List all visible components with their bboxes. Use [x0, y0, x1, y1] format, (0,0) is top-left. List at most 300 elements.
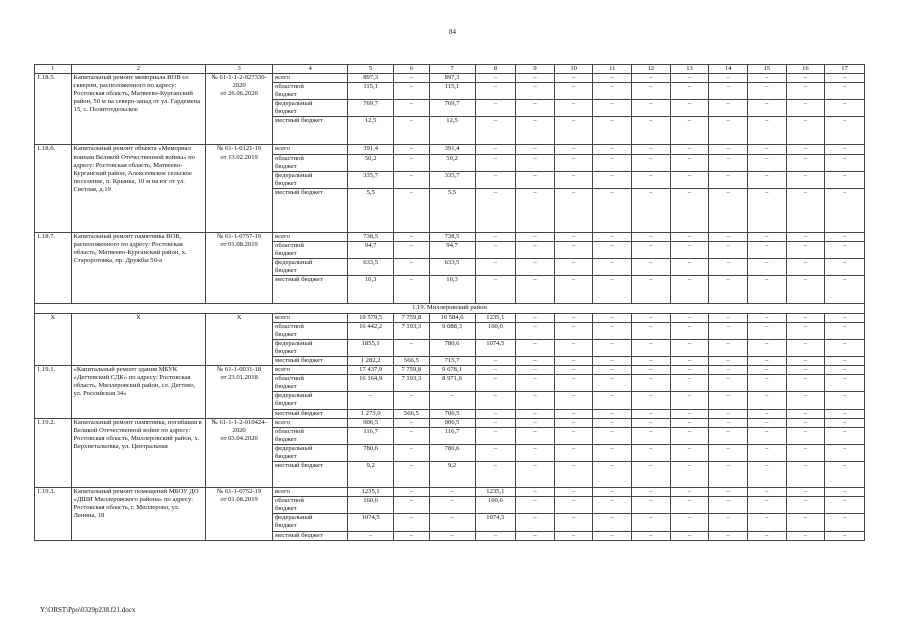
- column-number: 4: [273, 65, 348, 74]
- amount-cell: –: [475, 100, 516, 117]
- amount-cell: –: [825, 117, 865, 145]
- amount-cell: –: [786, 392, 825, 409]
- amount-cell: 50,2: [348, 154, 394, 171]
- amount-cell: –: [786, 488, 825, 497]
- amount-cell: –: [670, 462, 709, 488]
- amount-cell: –: [593, 117, 632, 145]
- amount-cell: –: [394, 259, 429, 276]
- amount-cell: –: [670, 392, 709, 409]
- amount-cell: –: [670, 188, 709, 232]
- amount-cell: –: [475, 259, 516, 276]
- amount-cell: –: [709, 276, 748, 304]
- amount-cell: –: [709, 232, 748, 241]
- amount-cell: –: [632, 313, 671, 322]
- amount-cell: –: [825, 242, 865, 259]
- budget-source-label: всего: [273, 488, 348, 497]
- amount-cell: 12,5: [429, 117, 475, 145]
- amount-cell: –: [554, 188, 593, 232]
- amount-cell: 19 579,5: [348, 313, 394, 322]
- amount-cell: –: [348, 392, 394, 409]
- amount-cell: –: [709, 366, 748, 375]
- amount-cell: –: [554, 171, 593, 188]
- amount-cell: –: [554, 488, 593, 497]
- amount-cell: –: [670, 232, 709, 241]
- amount-cell: –: [670, 145, 709, 154]
- amount-cell: –: [475, 171, 516, 188]
- amount-cell: –: [516, 188, 555, 232]
- amount-cell: –: [786, 322, 825, 339]
- column-number: 7: [429, 65, 475, 74]
- amount-cell: –: [786, 366, 825, 375]
- amount-cell: –: [709, 242, 748, 259]
- amount-cell: –: [554, 276, 593, 304]
- amount-cell: –: [593, 444, 632, 461]
- amount-cell: –: [825, 366, 865, 375]
- amount-cell: –: [825, 462, 865, 488]
- amount-cell: 1 282,2: [348, 356, 394, 365]
- amount-cell: –: [475, 444, 516, 461]
- amount-cell: –: [747, 242, 786, 259]
- amount-cell: –: [554, 366, 593, 375]
- amount-cell: –: [516, 259, 555, 276]
- expertise-document: № 61-1-0121-19 от 13.02.2019: [206, 145, 273, 232]
- amount-cell: 9,2: [348, 462, 394, 488]
- amount-cell: 160,6: [475, 322, 516, 339]
- amount-cell: –: [825, 83, 865, 100]
- amount-cell: –: [475, 418, 516, 427]
- amount-cell: –: [516, 497, 555, 514]
- amount-cell: 9,2: [429, 462, 475, 488]
- amount-cell: 391,4: [348, 145, 394, 154]
- amount-cell: –: [747, 418, 786, 427]
- amount-cell: –: [554, 444, 593, 461]
- amount-cell: –: [394, 339, 429, 356]
- amount-cell: –: [593, 497, 632, 514]
- amount-cell: 9 678,1: [429, 366, 475, 375]
- amount-cell: –: [747, 145, 786, 154]
- amount-cell: –: [593, 188, 632, 232]
- column-number: 17: [825, 65, 865, 74]
- amount-cell: –: [554, 242, 593, 259]
- amount-cell: –: [554, 427, 593, 444]
- column-number: 6: [394, 65, 429, 74]
- amount-cell: –: [709, 514, 748, 531]
- budget-source-label: областной бюджет: [273, 427, 348, 444]
- amount-cell: –: [709, 418, 748, 427]
- amount-cell: –: [394, 145, 429, 154]
- amount-cell: –: [709, 154, 748, 171]
- amount-cell: 335,7: [429, 171, 475, 188]
- amount-cell: 8 971,6: [429, 375, 475, 392]
- amount-cell: 1074,5: [475, 339, 516, 356]
- object-name: Капитальный ремонт мемориала ВОВ со сквером, расположенного по адресу: Ростовская область, Матвеево-Курганский район, 50 м на северо-запад от ул. Гардемена 15, с. Политотдельское: [71, 74, 206, 145]
- column-number: 8: [475, 65, 516, 74]
- amount-cell: –: [394, 100, 429, 117]
- column-number: 14: [709, 65, 748, 74]
- item-number: 1.18.6.: [35, 145, 72, 232]
- amount-cell: –: [670, 531, 709, 540]
- amount-cell: 706,5: [429, 409, 475, 418]
- amount-cell: –: [786, 418, 825, 427]
- amount-cell: –: [632, 83, 671, 100]
- amount-cell: –: [709, 313, 748, 322]
- amount-cell: –: [516, 356, 555, 365]
- amount-cell: 780,6: [348, 444, 394, 461]
- amount-cell: –: [593, 242, 632, 259]
- amount-cell: –: [593, 154, 632, 171]
- column-number: 15: [747, 65, 786, 74]
- amount-cell: –: [786, 232, 825, 241]
- amount-cell: –: [475, 145, 516, 154]
- amount-cell: –: [786, 375, 825, 392]
- expertise-document: № 61-1-0031-18 от 23.01.2018: [206, 366, 273, 419]
- amount-cell: –: [632, 375, 671, 392]
- amount-cell: –: [593, 356, 632, 365]
- amount-cell: 16 164,9: [348, 375, 394, 392]
- column-number: 5: [348, 65, 394, 74]
- amount-cell: 7 759,8: [394, 366, 429, 375]
- amount-cell: –: [394, 74, 429, 83]
- amount-cell: 906,5: [429, 418, 475, 427]
- amount-cell: –: [593, 375, 632, 392]
- amount-cell: 566,5: [394, 356, 429, 365]
- amount-cell: –: [593, 418, 632, 427]
- summary-x-doc: Х: [206, 313, 273, 366]
- amount-cell: –: [632, 462, 671, 488]
- amount-cell: –: [825, 322, 865, 339]
- amount-cell: –: [709, 444, 748, 461]
- amount-cell: –: [825, 154, 865, 171]
- column-number: 10: [554, 65, 593, 74]
- amount-cell: –: [593, 366, 632, 375]
- amount-cell: –: [394, 462, 429, 488]
- amount-cell: –: [516, 171, 555, 188]
- amount-cell: –: [632, 322, 671, 339]
- amount-cell: –: [632, 444, 671, 461]
- amount-cell: –: [670, 418, 709, 427]
- budget-source-label: областной бюджет: [273, 242, 348, 259]
- amount-cell: –: [475, 366, 516, 375]
- amount-cell: –: [786, 83, 825, 100]
- amount-cell: –: [786, 259, 825, 276]
- amount-cell: –: [786, 497, 825, 514]
- amount-cell: –: [475, 356, 516, 365]
- amount-cell: –: [670, 100, 709, 117]
- expertise-document: № 61-1-1-2-027330-2020 от 26.06.2020: [206, 74, 273, 145]
- amount-cell: –: [632, 339, 671, 356]
- amount-cell: 10,3: [429, 276, 475, 304]
- amount-cell: –: [554, 375, 593, 392]
- amount-cell: –: [709, 339, 748, 356]
- amount-cell: –: [554, 514, 593, 531]
- amount-cell: –: [709, 488, 748, 497]
- expertise-document: № 61-1-1-2-010424-2020 от 03.04.2020: [206, 418, 273, 487]
- amount-cell: 1 273,0: [348, 409, 394, 418]
- amount-cell: –: [632, 427, 671, 444]
- amount-cell: 780,6: [429, 339, 475, 356]
- amount-cell: –: [593, 276, 632, 304]
- amount-cell: –: [554, 339, 593, 356]
- object-name: Капитальный ремонт объекта «Мемориал воинам Великой Отечественной войны» по адресу: Ростовская область, Матвеево-Курганский район, Алексеевское сельское поселение, п. Крынка, 10 м на юг от ул. Светлая, д.19: [71, 145, 206, 232]
- amount-cell: –: [632, 409, 671, 418]
- item-number: 1.18.5.: [35, 74, 72, 145]
- amount-cell: –: [593, 488, 632, 497]
- amount-cell: –: [632, 366, 671, 375]
- column-number: 11: [593, 65, 632, 74]
- budget-source-label: областной бюджет: [273, 154, 348, 171]
- budget-source-label: федеральный бюджет: [273, 339, 348, 356]
- amount-cell: –: [475, 74, 516, 83]
- amount-cell: –: [747, 514, 786, 531]
- amount-cell: –: [825, 188, 865, 232]
- amount-cell: –: [670, 356, 709, 365]
- amount-cell: –: [516, 232, 555, 241]
- amount-cell: –: [786, 276, 825, 304]
- amount-cell: 780,6: [429, 444, 475, 461]
- budget-source-label: местный бюджет: [273, 356, 348, 365]
- amount-cell: –: [747, 392, 786, 409]
- object-name: «Капитальный ремонт здания МБУК «Дегтевский СДК» по адресу: Ростовская область, Миллеровский район, сл. Дегтево, ул. Российская 34»: [71, 366, 206, 419]
- amount-cell: –: [825, 488, 865, 497]
- amount-cell: –: [593, 514, 632, 531]
- amount-cell: –: [475, 375, 516, 392]
- amount-cell: –: [475, 154, 516, 171]
- amount-cell: –: [709, 497, 748, 514]
- amount-cell: –: [516, 488, 555, 497]
- amount-cell: –: [429, 531, 475, 540]
- amount-cell: –: [516, 74, 555, 83]
- amount-cell: 50,2: [429, 154, 475, 171]
- amount-cell: –: [825, 339, 865, 356]
- amount-cell: –: [747, 276, 786, 304]
- budget-source-label: областной бюджет: [273, 322, 348, 339]
- amount-cell: 391,4: [429, 145, 475, 154]
- amount-cell: –: [747, 188, 786, 232]
- budget-source-label: местный бюджет: [273, 188, 348, 232]
- amount-cell: 769,7: [429, 100, 475, 117]
- amount-cell: –: [394, 427, 429, 444]
- amount-cell: –: [670, 375, 709, 392]
- amount-cell: 566,5: [394, 409, 429, 418]
- amount-cell: 1855,1: [348, 339, 394, 356]
- amount-cell: –: [394, 497, 429, 514]
- amount-cell: –: [670, 154, 709, 171]
- summary-row: [35, 313, 865, 322]
- amount-cell: –: [786, 313, 825, 322]
- amount-cell: 906,5: [348, 418, 394, 427]
- amount-cell: –: [747, 462, 786, 488]
- summary-x-num: Х: [35, 313, 72, 366]
- amount-cell: –: [670, 276, 709, 304]
- amount-cell: –: [670, 427, 709, 444]
- amount-cell: –: [825, 514, 865, 531]
- amount-cell: 10 584,6: [429, 313, 475, 322]
- amount-cell: –: [786, 188, 825, 232]
- amount-cell: –: [747, 427, 786, 444]
- amount-cell: –: [825, 145, 865, 154]
- amount-cell: 769,7: [348, 100, 394, 117]
- table-row: [35, 418, 865, 427]
- amount-cell: –: [593, 531, 632, 540]
- page-number: 84: [449, 28, 456, 36]
- column-number: 1: [35, 65, 72, 74]
- budget-source-label: местный бюджет: [273, 531, 348, 540]
- summary-x-name: Х: [71, 313, 206, 366]
- budget-source-label: федеральный бюджет: [273, 444, 348, 461]
- amount-cell: –: [825, 531, 865, 540]
- amount-cell: –: [786, 444, 825, 461]
- amount-cell: –: [786, 154, 825, 171]
- amount-cell: –: [475, 242, 516, 259]
- amount-cell: –: [709, 356, 748, 365]
- amount-cell: 633,5: [348, 259, 394, 276]
- amount-cell: –: [554, 154, 593, 171]
- amount-cell: –: [593, 409, 632, 418]
- amount-cell: –: [709, 74, 748, 83]
- amount-cell: 115,1: [348, 83, 394, 100]
- budget-source-label: областной бюджет: [273, 497, 348, 514]
- amount-cell: –: [554, 497, 593, 514]
- amount-cell: –: [786, 356, 825, 365]
- amount-cell: –: [632, 497, 671, 514]
- budget-source-label: всего: [273, 418, 348, 427]
- amount-cell: –: [825, 259, 865, 276]
- amount-cell: –: [516, 322, 555, 339]
- amount-cell: –: [825, 418, 865, 427]
- amount-cell: –: [394, 117, 429, 145]
- amount-cell: –: [475, 232, 516, 241]
- amount-cell: –: [709, 427, 748, 444]
- amount-cell: –: [632, 392, 671, 409]
- column-number: 12: [632, 65, 671, 74]
- amount-cell: –: [394, 514, 429, 531]
- column-number-row: [35, 65, 865, 74]
- amount-cell: –: [632, 117, 671, 145]
- amount-cell: –: [593, 427, 632, 444]
- amount-cell: –: [825, 74, 865, 83]
- amount-cell: –: [709, 375, 748, 392]
- amount-cell: 897,3: [348, 74, 394, 83]
- amount-cell: –: [825, 444, 865, 461]
- amount-cell: 7 193,3: [394, 322, 429, 339]
- column-number: 13: [670, 65, 709, 74]
- amount-cell: –: [394, 188, 429, 232]
- amount-cell: –: [516, 100, 555, 117]
- budget-source-label: федеральный бюджет: [273, 514, 348, 531]
- amount-cell: –: [632, 100, 671, 117]
- amount-cell: –: [593, 339, 632, 356]
- budget-source-label: местный бюджет: [273, 462, 348, 488]
- amount-cell: –: [632, 514, 671, 531]
- amount-cell: –: [670, 259, 709, 276]
- amount-cell: –: [825, 375, 865, 392]
- amount-cell: –: [670, 366, 709, 375]
- amount-cell: –: [709, 100, 748, 117]
- amount-cell: –: [747, 356, 786, 365]
- amount-cell: –: [670, 74, 709, 83]
- amount-cell: –: [394, 276, 429, 304]
- expertise-document: № 61-1-0757-19 от 01.08.2019: [206, 232, 273, 303]
- column-number: 2: [71, 65, 206, 74]
- amount-cell: 94,7: [429, 242, 475, 259]
- amount-cell: –: [516, 427, 555, 444]
- amount-cell: 738,5: [348, 232, 394, 241]
- amount-cell: –: [786, 531, 825, 540]
- amount-cell: –: [670, 242, 709, 259]
- amount-cell: –: [670, 313, 709, 322]
- amount-cell: –: [554, 100, 593, 117]
- amount-cell: –: [632, 188, 671, 232]
- amount-cell: –: [747, 154, 786, 171]
- amount-cell: 160,6: [475, 497, 516, 514]
- amount-cell: 10,3: [348, 276, 394, 304]
- budget-source-label: федеральный бюджет: [273, 259, 348, 276]
- object-name: Капитальный ремонт помещений МБОУ ДО «ДШИ Миллеровского района» по адресу: Ростовская область, г. Миллерово, ул. Ленина, 18: [71, 488, 206, 541]
- amount-cell: –: [554, 74, 593, 83]
- amount-cell: –: [516, 444, 555, 461]
- amount-cell: –: [475, 462, 516, 488]
- amount-cell: –: [475, 276, 516, 304]
- amount-cell: –: [632, 74, 671, 83]
- amount-cell: –: [554, 356, 593, 365]
- budget-table: [34, 64, 865, 541]
- amount-cell: 5,5: [348, 188, 394, 232]
- amount-cell: –: [632, 145, 671, 154]
- amount-cell: –: [554, 531, 593, 540]
- amount-cell: –: [593, 74, 632, 83]
- amount-cell: –: [709, 259, 748, 276]
- table-row: [35, 232, 865, 241]
- amount-cell: 115,1: [429, 83, 475, 100]
- column-number: 16: [786, 65, 825, 74]
- amount-cell: –: [516, 409, 555, 418]
- amount-cell: –: [747, 74, 786, 83]
- amount-cell: –: [747, 444, 786, 461]
- amount-cell: –: [786, 100, 825, 117]
- amount-cell: –: [516, 339, 555, 356]
- budget-source-label: всего: [273, 232, 348, 241]
- amount-cell: –: [429, 514, 475, 531]
- amount-cell: 1074,5: [475, 514, 516, 531]
- amount-cell: –: [554, 232, 593, 241]
- amount-cell: –: [516, 313, 555, 322]
- item-number: 1.19.2.: [35, 418, 72, 487]
- amount-cell: 897,3: [429, 74, 475, 83]
- amount-cell: 17 437,9: [348, 366, 394, 375]
- amount-cell: –: [554, 392, 593, 409]
- amount-cell: –: [516, 117, 555, 145]
- section-row: [35, 304, 865, 313]
- budget-source-label: всего: [273, 74, 348, 83]
- amount-cell: 1235,1: [475, 488, 516, 497]
- item-number: 1.19.3.: [35, 488, 72, 541]
- amount-cell: –: [554, 418, 593, 427]
- amount-cell: 633,5: [429, 259, 475, 276]
- table-row: [35, 74, 865, 83]
- amount-cell: –: [632, 488, 671, 497]
- amount-cell: –: [709, 322, 748, 339]
- object-name: Капитальный ремонт памятника ВОВ, расположенного по адресу: Ростовская область, Матвеево-Курганский район, х. Староротовка, пр. Дружбы 50-а: [71, 232, 206, 303]
- amount-cell: 738,5: [429, 232, 475, 241]
- amount-cell: –: [632, 154, 671, 171]
- amount-cell: –: [394, 392, 429, 409]
- item-number: 1.19.1.: [35, 366, 72, 419]
- amount-cell: 5,5: [429, 188, 475, 232]
- table-row: [35, 488, 865, 497]
- column-number: 9: [516, 65, 555, 74]
- amount-cell: –: [825, 100, 865, 117]
- amount-cell: –: [786, 145, 825, 154]
